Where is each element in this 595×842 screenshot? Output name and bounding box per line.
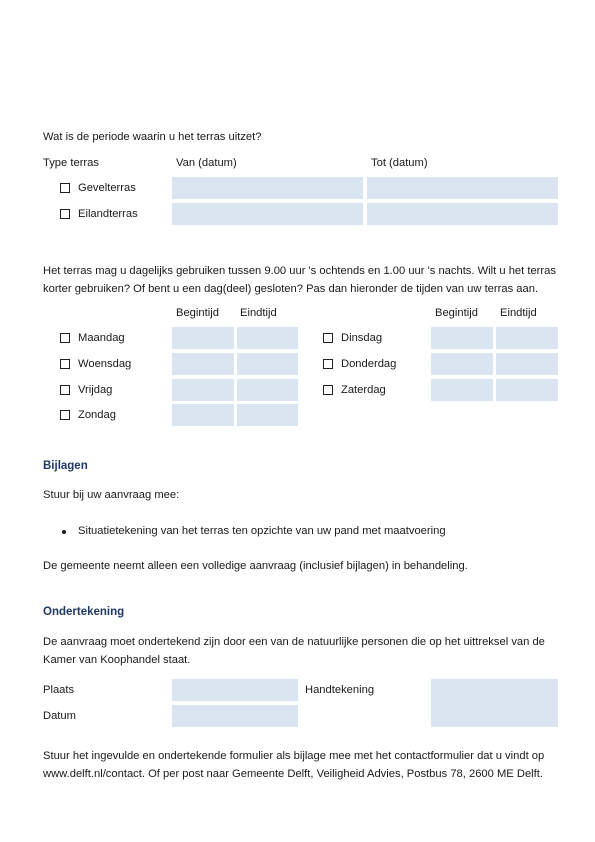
attachments-heading: Bijlagen: [43, 460, 88, 472]
period-question: Wat is de periode waarin u het terras uitzet?: [43, 131, 262, 143]
col-header-to: Tot (datum): [371, 157, 428, 169]
label-zaterdag: Zaterdag: [341, 384, 386, 396]
attachments-note: De gemeente neemt alleen een volledige aanvraag (inclusief bijlagen) in behandeling.: [43, 560, 468, 572]
label-gevelterras: Gevelterras: [78, 182, 136, 194]
label-zondag: Zondag: [78, 409, 116, 421]
footer-text: Stuur het ingevulde en ondertekende formulier als bijlage mee met het contactformulier dat u vindt op www.delft.nl/contact. Of per post naar Gemeente Delft, Veiligheid Advies, Postbus 78, 2600 ME Delft.: [43, 750, 545, 780]
checkbox-eilandterras[interactable]: [60, 209, 70, 219]
field-zaterdag-end[interactable]: [496, 379, 558, 401]
signature-label: Handtekening: [305, 684, 375, 696]
checkbox-woensdag[interactable]: [60, 359, 70, 369]
field-zaterdag-begin[interactable]: [431, 379, 493, 401]
bullet-icon: [62, 530, 66, 534]
date-field[interactable]: [172, 705, 298, 727]
field-woensdag-begin[interactable]: [172, 353, 234, 375]
col-header-end-left: Eindtijd: [240, 307, 277, 319]
field-donderdag-end[interactable]: [496, 353, 558, 375]
field-dinsdag-begin[interactable]: [431, 327, 493, 349]
checkbox-gevelterras[interactable]: [60, 183, 70, 193]
col-header-end-right: Eindtijd: [500, 307, 537, 319]
label-maandag: Maandag: [78, 332, 125, 344]
field-gevelterras-to[interactable]: [367, 177, 558, 199]
attachment-item: Situatietekening van het terras ten opzichte van uw pand met maatvoering: [78, 525, 446, 537]
label-eilandterras: Eilandterras: [78, 208, 138, 220]
place-label: Plaats: [43, 684, 75, 696]
field-vrijdag-end[interactable]: [237, 379, 298, 401]
date-label: Datum: [43, 710, 76, 722]
label-woensdag: Woensdag: [78, 358, 132, 370]
field-vrijdag-begin[interactable]: [172, 379, 234, 401]
field-gevelterras-from[interactable]: [172, 177, 363, 199]
label-vrijdag: Vrijdag: [78, 384, 113, 396]
col-header-type: Type terras: [43, 157, 99, 169]
checkbox-donderdag[interactable]: [323, 359, 333, 369]
field-eilandterras-to[interactable]: [367, 203, 558, 225]
signature-heading: Ondertekening: [43, 606, 125, 618]
field-maandag-end[interactable]: [237, 327, 298, 349]
place-field[interactable]: [172, 679, 298, 701]
checkbox-vrijdag[interactable]: [60, 385, 70, 395]
checkbox-zondag[interactable]: [60, 410, 70, 420]
field-donderdag-begin[interactable]: [431, 353, 493, 375]
label-donderdag: Donderdag: [341, 358, 397, 370]
signature-text: De aanvraag moet ondertekend zijn door een van de natuurlijke personen die op het uittreksel van de Kamer van Koophandel staat.: [43, 636, 545, 666]
field-woensdag-end[interactable]: [237, 353, 298, 375]
col-header-begin-left: Begintijd: [176, 307, 219, 319]
label-dinsdag: Dinsdag: [341, 332, 383, 344]
checkbox-maandag[interactable]: [60, 333, 70, 343]
col-header-begin-right: Begintijd: [435, 307, 478, 319]
checkbox-dinsdag[interactable]: [323, 333, 333, 343]
field-zondag-end[interactable]: [237, 404, 298, 426]
times-intro: Het terras mag u dagelijks gebruiken tussen 9.00 uur 's ochtends en 1.00 uur 's nachts. Wilt u het terras korter gebruiken? Of bent u een dag(deel) gesloten? Pas dan hieronder de tijden van uw terras aan.: [43, 265, 556, 295]
attachments-intro: Stuur bij uw aanvraag mee:: [43, 489, 180, 501]
signature-field[interactable]: [431, 679, 558, 727]
field-eilandterras-from[interactable]: [172, 203, 363, 225]
checkbox-zaterdag[interactable]: [323, 385, 333, 395]
field-zondag-begin[interactable]: [172, 404, 234, 426]
col-header-from: Van (datum): [176, 157, 237, 169]
field-maandag-begin[interactable]: [172, 327, 234, 349]
field-dinsdag-end[interactable]: [496, 327, 558, 349]
